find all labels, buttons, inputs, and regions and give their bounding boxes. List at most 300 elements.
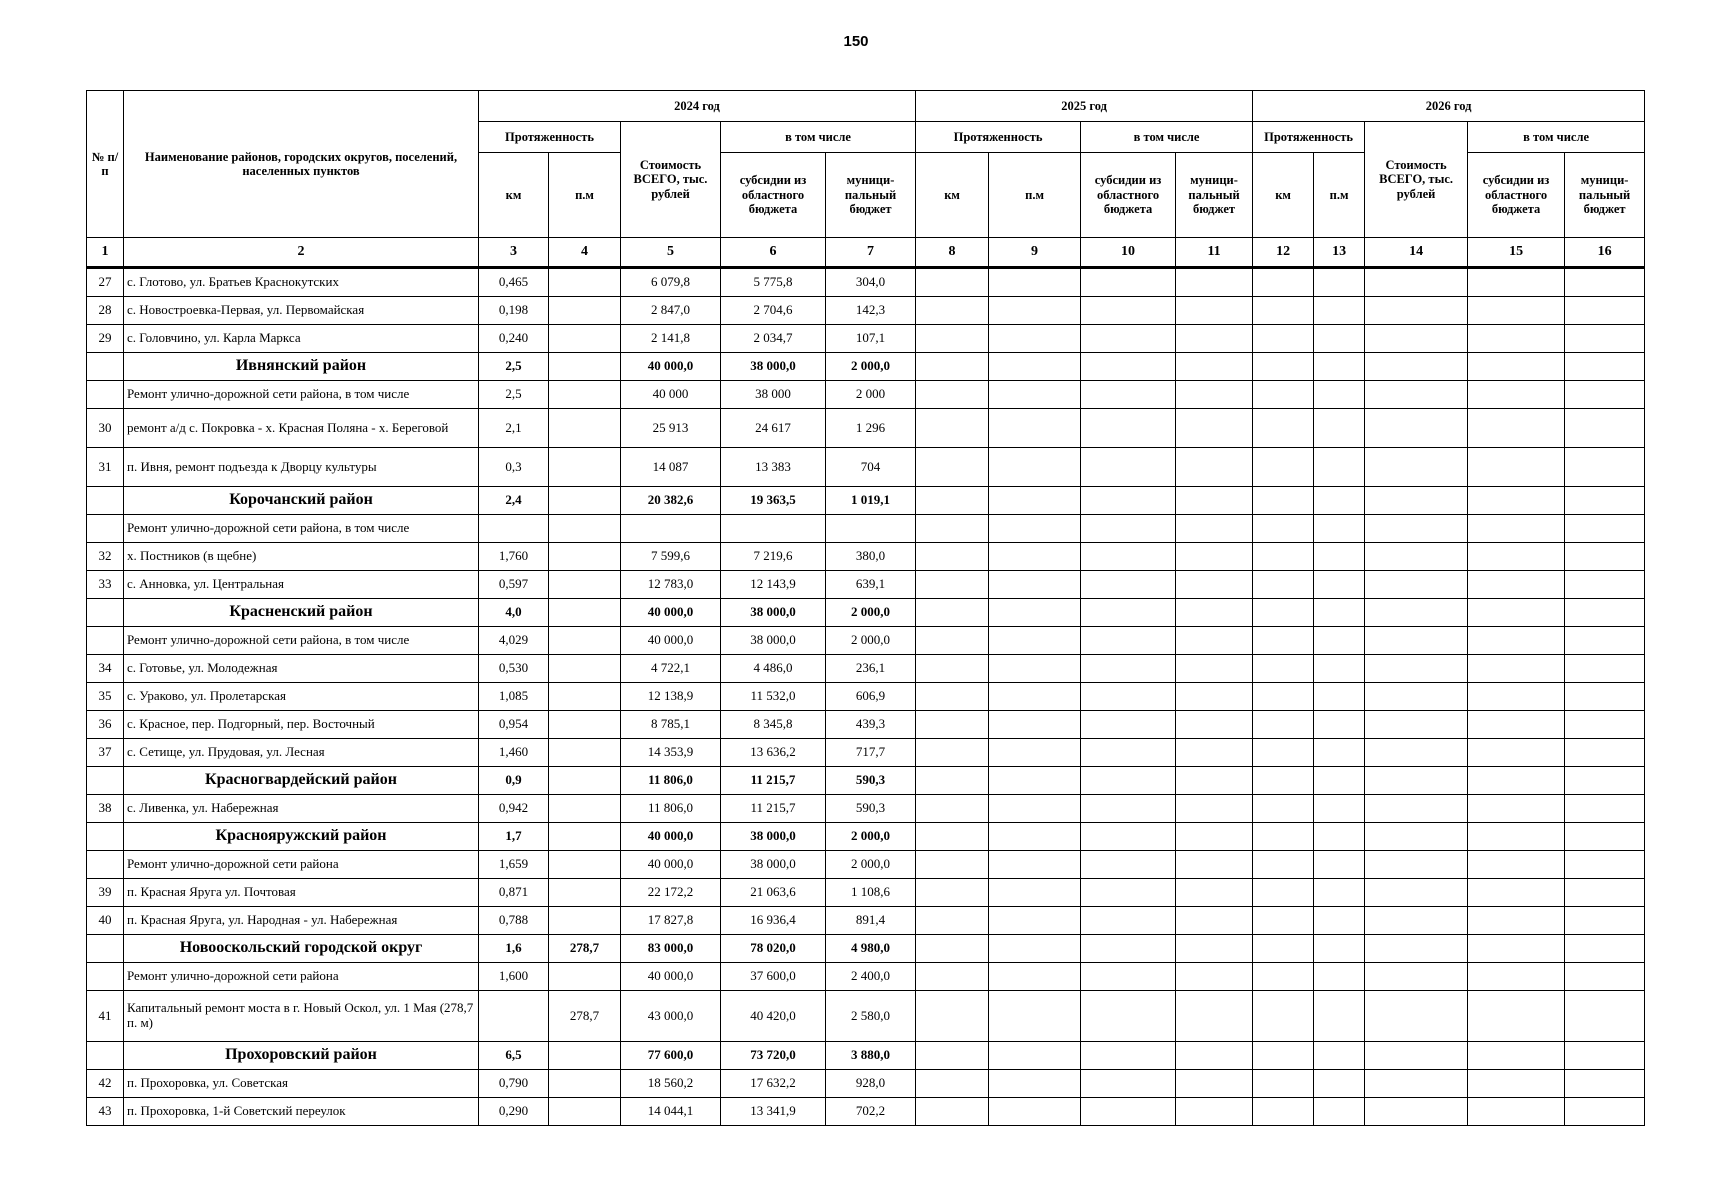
empty-cell: [916, 907, 989, 935]
km-2024: 0,954: [479, 711, 549, 739]
column-number: 10: [1081, 238, 1176, 268]
column-number: 8: [916, 238, 989, 268]
empty-cell: [1081, 739, 1176, 767]
empty-cell: [1176, 325, 1253, 353]
header-incl-2025: в том числе: [1081, 122, 1253, 153]
empty-cell: [1365, 448, 1468, 487]
subsidy-2024: 2 704,6: [721, 297, 826, 325]
empty-cell: [1081, 823, 1176, 851]
table-row: [87, 409, 1645, 448]
empty-cell: [1365, 851, 1468, 879]
empty-cell: [1565, 325, 1645, 353]
municipal-2024: 590,3: [826, 795, 916, 823]
empty-cell: [1253, 543, 1314, 571]
row-name: с. Головчино, ул. Карла Маркса: [124, 325, 479, 353]
table-row: [87, 655, 1645, 683]
empty-cell: [1565, 795, 1645, 823]
empty-cell: [1253, 991, 1314, 1042]
empty-cell: [1081, 991, 1176, 1042]
empty-cell: [1365, 268, 1468, 297]
empty-cell: [1253, 268, 1314, 297]
column-number: 13: [1314, 238, 1365, 268]
subsidy-2024: 11 215,7: [721, 767, 826, 795]
empty-cell: [916, 409, 989, 448]
subsidy-2024: [721, 515, 826, 543]
municipal-2024: 717,7: [826, 739, 916, 767]
empty-cell: [989, 711, 1081, 739]
empty-cell: [1081, 627, 1176, 655]
empty-cell: [916, 767, 989, 795]
empty-cell: [1365, 655, 1468, 683]
header-year-2024: 2024 год: [479, 91, 916, 122]
empty-cell: [1468, 571, 1565, 599]
empty-cell: [1365, 487, 1468, 515]
district-row: [87, 599, 1645, 627]
row-number: 28: [87, 297, 124, 325]
empty-cell: [1565, 599, 1645, 627]
empty-cell: [1253, 935, 1314, 963]
pm-2024: [549, 627, 621, 655]
km-2024: [479, 991, 549, 1042]
table-row: [87, 381, 1645, 409]
municipal-2024: 590,3: [826, 767, 916, 795]
subsidy-2024: 4 486,0: [721, 655, 826, 683]
subsidy-2024: 37 600,0: [721, 963, 826, 991]
empty-cell: [1468, 381, 1565, 409]
empty-cell: [1176, 515, 1253, 543]
empty-cell: [1468, 711, 1565, 739]
subsidy-2024: 7 219,6: [721, 543, 826, 571]
empty-cell: [1081, 487, 1176, 515]
empty-cell: [989, 627, 1081, 655]
row-name: с. Ливенка, ул. Набережная: [124, 795, 479, 823]
empty-cell: [1176, 599, 1253, 627]
row-name: ремонт а/д с. Покровка - х. Красная Поляна - х. Береговой: [124, 409, 479, 448]
empty-cell: [916, 823, 989, 851]
empty-cell: [916, 991, 989, 1042]
pm-2024: [549, 1042, 621, 1070]
municipal-2024: 891,4: [826, 907, 916, 935]
empty-cell: [1365, 515, 1468, 543]
header-km-2026: км: [1253, 153, 1314, 238]
column-number: 3: [479, 238, 549, 268]
empty-cell: [1468, 655, 1565, 683]
municipal-2024: 107,1: [826, 325, 916, 353]
municipal-2024: 2 000,0: [826, 353, 916, 381]
empty-cell: [1176, 963, 1253, 991]
empty-cell: [1565, 627, 1645, 655]
empty-cell: [1314, 823, 1365, 851]
empty-cell: [989, 487, 1081, 515]
empty-cell: [1081, 711, 1176, 739]
empty-cell: [1314, 409, 1365, 448]
header-subsidy-2026: субсидии из областного бюджета: [1468, 153, 1565, 238]
row-name: с. Новостроевка-Первая, ул. Первомайская: [124, 297, 479, 325]
row-name: с. Красное, пер. Подгорный, пер. Восточный: [124, 711, 479, 739]
empty-cell: [1253, 1098, 1314, 1126]
municipal-2024: 2 400,0: [826, 963, 916, 991]
empty-cell: [916, 1098, 989, 1126]
subsidy-2024: 11 215,7: [721, 795, 826, 823]
table-row: [87, 907, 1645, 935]
empty-cell: [1365, 1070, 1468, 1098]
km-2024: 0,597: [479, 571, 549, 599]
empty-cell: [1176, 409, 1253, 448]
header-incl-2026: в том числе: [1468, 122, 1645, 153]
cost-2024: 40 000,0: [621, 963, 721, 991]
km-2024: 1,085: [479, 683, 549, 711]
row-name: Ивнянский район: [124, 353, 479, 381]
empty-cell: [1468, 353, 1565, 381]
empty-cell: [1253, 381, 1314, 409]
table-row: [87, 297, 1645, 325]
row-number: [87, 1042, 124, 1070]
municipal-2024: 702,2: [826, 1098, 916, 1126]
cost-2024: 18 560,2: [621, 1070, 721, 1098]
cost-2024: 2 847,0: [621, 297, 721, 325]
municipal-2024: 2 580,0: [826, 991, 916, 1042]
empty-cell: [1081, 325, 1176, 353]
empty-cell: [989, 297, 1081, 325]
empty-cell: [1314, 795, 1365, 823]
empty-cell: [1468, 795, 1565, 823]
pm-2024: [549, 599, 621, 627]
km-2024: 4,029: [479, 627, 549, 655]
empty-cell: [1565, 1042, 1645, 1070]
empty-cell: [1565, 851, 1645, 879]
table-row: [87, 683, 1645, 711]
row-number: 31: [87, 448, 124, 487]
pm-2024: [549, 851, 621, 879]
cost-2024: 40 000: [621, 381, 721, 409]
empty-cell: [1365, 543, 1468, 571]
empty-cell: [989, 543, 1081, 571]
page-number: 150: [843, 33, 869, 50]
empty-cell: [1565, 409, 1645, 448]
km-2024: 1,600: [479, 963, 549, 991]
empty-cell: [1314, 1042, 1365, 1070]
subsidy-2024: 13 341,9: [721, 1098, 826, 1126]
district-row: [87, 487, 1645, 515]
header-municipal-2026: муници-пальный бюджет: [1565, 153, 1645, 238]
empty-cell: [1314, 543, 1365, 571]
column-number: 5: [621, 238, 721, 268]
empty-cell: [1176, 1042, 1253, 1070]
km-2024: 0,530: [479, 655, 549, 683]
municipal-2024: 2 000: [826, 381, 916, 409]
column-number: 11: [1176, 238, 1253, 268]
km-2024: 1,7: [479, 823, 549, 851]
km-2024: 0,942: [479, 795, 549, 823]
empty-cell: [916, 381, 989, 409]
row-number: 39: [87, 879, 124, 907]
municipal-2024: [826, 515, 916, 543]
empty-cell: [1565, 268, 1645, 297]
empty-cell: [1365, 711, 1468, 739]
row-name: с. Анновка, ул. Центральная: [124, 571, 479, 599]
row-name: Капитальный ремонт моста в г. Новый Оскол, ул. 1 Мая (278,7 п. м): [124, 991, 479, 1042]
empty-cell: [1365, 879, 1468, 907]
empty-cell: [1314, 851, 1365, 879]
empty-cell: [1176, 1098, 1253, 1126]
row-number: [87, 515, 124, 543]
cost-2024: 14 044,1: [621, 1098, 721, 1126]
empty-cell: [1253, 599, 1314, 627]
empty-cell: [1314, 907, 1365, 935]
empty-cell: [1081, 963, 1176, 991]
empty-cell: [1253, 851, 1314, 879]
column-number: 15: [1468, 238, 1565, 268]
empty-cell: [916, 963, 989, 991]
table-row: [87, 571, 1645, 599]
empty-cell: [1365, 739, 1468, 767]
pm-2024: [549, 655, 621, 683]
subsidy-2024: 38 000,0: [721, 851, 826, 879]
cost-2024: 12 783,0: [621, 571, 721, 599]
pm-2024: [549, 711, 621, 739]
empty-cell: [1365, 353, 1468, 381]
header-incl-2024: в том числе: [721, 122, 916, 153]
row-number: 41: [87, 991, 124, 1042]
empty-cell: [1565, 991, 1645, 1042]
row-name: с. Готовье, ул. Молодежная: [124, 655, 479, 683]
empty-cell: [1081, 448, 1176, 487]
empty-cell: [1314, 599, 1365, 627]
cost-2024: 22 172,2: [621, 879, 721, 907]
row-name: Ремонт улично-дорожной сети района: [124, 963, 479, 991]
empty-cell: [1365, 627, 1468, 655]
pm-2024: [549, 268, 621, 297]
row-name: Прохоровский район: [124, 1042, 479, 1070]
row-name: Краснояружский район: [124, 823, 479, 851]
empty-cell: [1565, 655, 1645, 683]
row-name: Ремонт улично-дорожной сети района: [124, 851, 479, 879]
empty-cell: [1176, 795, 1253, 823]
subsidy-2024: 13 636,2: [721, 739, 826, 767]
subsidy-2024: 5 775,8: [721, 268, 826, 297]
empty-cell: [916, 739, 989, 767]
row-number: [87, 487, 124, 515]
column-number: 2: [124, 238, 479, 268]
cost-2024: 40 000,0: [621, 627, 721, 655]
header-subsidy-2025: субсидии из областного бюджета: [1081, 153, 1176, 238]
empty-cell: [1365, 935, 1468, 963]
empty-cell: [1314, 963, 1365, 991]
empty-cell: [1314, 515, 1365, 543]
empty-cell: [1314, 739, 1365, 767]
district-row: [87, 1042, 1645, 1070]
empty-cell: [1253, 515, 1314, 543]
empty-cell: [1314, 627, 1365, 655]
cost-2024: 40 000,0: [621, 823, 721, 851]
row-name: х. Постников (в щебне): [124, 543, 479, 571]
empty-cell: [1176, 683, 1253, 711]
empty-cell: [1081, 409, 1176, 448]
empty-cell: [1468, 879, 1565, 907]
empty-cell: [1365, 571, 1468, 599]
empty-cell: [1565, 297, 1645, 325]
table-row: [87, 991, 1645, 1042]
row-name: с. Сетище, ул. Прудовая, ул. Лесная: [124, 739, 479, 767]
empty-cell: [1365, 767, 1468, 795]
empty-cell: [989, 448, 1081, 487]
empty-cell: [1081, 381, 1176, 409]
pm-2024: [549, 353, 621, 381]
empty-cell: [1176, 767, 1253, 795]
column-numbers-row: [87, 238, 1645, 268]
empty-cell: [1365, 823, 1468, 851]
pm-2024: [549, 907, 621, 935]
row-number: [87, 381, 124, 409]
column-number: 16: [1565, 238, 1645, 268]
empty-cell: [989, 655, 1081, 683]
row-name: Красненский район: [124, 599, 479, 627]
km-2024: 0,198: [479, 297, 549, 325]
empty-cell: [1565, 353, 1645, 381]
empty-cell: [1081, 297, 1176, 325]
empty-cell: [916, 599, 989, 627]
empty-cell: [989, 599, 1081, 627]
header-municipal-2024: муници-пальный бюджет: [826, 153, 916, 238]
empty-cell: [916, 1042, 989, 1070]
subsidy-2024: 12 143,9: [721, 571, 826, 599]
empty-cell: [1081, 767, 1176, 795]
empty-cell: [1565, 515, 1645, 543]
empty-cell: [1314, 1098, 1365, 1126]
cost-2024: 14 353,9: [621, 739, 721, 767]
empty-cell: [1081, 907, 1176, 935]
table-row: [87, 448, 1645, 487]
empty-cell: [1365, 963, 1468, 991]
municipal-2024: 1 019,1: [826, 487, 916, 515]
municipal-2024: 380,0: [826, 543, 916, 571]
empty-cell: [1314, 571, 1365, 599]
empty-cell: [1176, 268, 1253, 297]
subsidy-2024: 40 420,0: [721, 991, 826, 1042]
empty-cell: [989, 851, 1081, 879]
cost-2024: 43 000,0: [621, 991, 721, 1042]
km-2024: 2,5: [479, 353, 549, 381]
empty-cell: [1365, 325, 1468, 353]
empty-cell: [1253, 683, 1314, 711]
cost-2024: 20 382,6: [621, 487, 721, 515]
empty-cell: [1468, 1070, 1565, 1098]
row-number: [87, 823, 124, 851]
row-name: Ремонт улично-дорожной сети района, в том числе: [124, 381, 479, 409]
empty-cell: [916, 795, 989, 823]
empty-cell: [1081, 515, 1176, 543]
empty-cell: [989, 879, 1081, 907]
empty-cell: [1565, 907, 1645, 935]
municipal-2024: 704: [826, 448, 916, 487]
empty-cell: [1253, 325, 1314, 353]
subsidy-2024: 24 617: [721, 409, 826, 448]
table-row: [87, 739, 1645, 767]
km-2024: 0,465: [479, 268, 549, 297]
empty-cell: [1253, 739, 1314, 767]
empty-cell: [916, 325, 989, 353]
empty-cell: [1565, 823, 1645, 851]
table-row: [87, 795, 1645, 823]
empty-cell: [1565, 711, 1645, 739]
empty-cell: [1365, 991, 1468, 1042]
empty-cell: [1253, 655, 1314, 683]
cost-2024: 40 000,0: [621, 851, 721, 879]
empty-cell: [1468, 767, 1565, 795]
empty-cell: [1468, 599, 1565, 627]
pm-2024: [549, 795, 621, 823]
empty-cell: [1565, 1070, 1645, 1098]
row-number: 33: [87, 571, 124, 599]
empty-cell: [1253, 879, 1314, 907]
header-km-2025: км: [916, 153, 989, 238]
empty-cell: [989, 409, 1081, 448]
municipal-2024: 2 000,0: [826, 851, 916, 879]
pm-2024: [549, 963, 621, 991]
empty-cell: [1081, 268, 1176, 297]
empty-cell: [989, 767, 1081, 795]
empty-cell: [1565, 935, 1645, 963]
municipal-2024: 439,3: [826, 711, 916, 739]
empty-cell: [1081, 543, 1176, 571]
municipal-2024: 1 296: [826, 409, 916, 448]
subsidy-2024: 16 936,4: [721, 907, 826, 935]
empty-cell: [916, 487, 989, 515]
subsidy-2024: 8 345,8: [721, 711, 826, 739]
km-2024: 0,3: [479, 448, 549, 487]
empty-cell: [916, 353, 989, 381]
empty-cell: [1565, 879, 1645, 907]
pm-2024: [549, 543, 621, 571]
column-number: 14: [1365, 238, 1468, 268]
row-name: п. Красная Яруга, ул. Народная - ул. Набережная: [124, 907, 479, 935]
empty-cell: [1468, 448, 1565, 487]
row-name: с. Ураково, ул. Пролетарская: [124, 683, 479, 711]
table-row: [87, 325, 1645, 353]
empty-cell: [1365, 1042, 1468, 1070]
header-num: № п/п: [87, 91, 124, 238]
empty-cell: [989, 571, 1081, 599]
header-pm-2024: п.м: [549, 153, 621, 238]
municipal-2024: 2 000,0: [826, 823, 916, 851]
empty-cell: [1176, 935, 1253, 963]
km-2024: 1,460: [479, 739, 549, 767]
km-2024: 2,1: [479, 409, 549, 448]
row-number: 42: [87, 1070, 124, 1098]
km-2024: 0,9: [479, 767, 549, 795]
empty-cell: [916, 879, 989, 907]
empty-cell: [1314, 767, 1365, 795]
km-2024: 0,788: [479, 907, 549, 935]
header-length-2025: Протяженность: [916, 122, 1081, 153]
km-2024: 2,5: [479, 381, 549, 409]
empty-cell: [1314, 268, 1365, 297]
empty-cell: [1253, 487, 1314, 515]
row-number: [87, 353, 124, 381]
table-row: [87, 711, 1645, 739]
table-row: [87, 879, 1645, 907]
row-name: п. Красная Яруга ул. Почтовая: [124, 879, 479, 907]
km-2024: 0,240: [479, 325, 549, 353]
empty-cell: [989, 1070, 1081, 1098]
cost-2024: 11 806,0: [621, 795, 721, 823]
empty-cell: [1253, 907, 1314, 935]
pm-2024: [549, 487, 621, 515]
header-cost-2024: Стоимость ВСЕГО, тыс. рублей: [621, 122, 721, 238]
table-row: [87, 543, 1645, 571]
empty-cell: [1314, 879, 1365, 907]
municipal-2024: 304,0: [826, 268, 916, 297]
